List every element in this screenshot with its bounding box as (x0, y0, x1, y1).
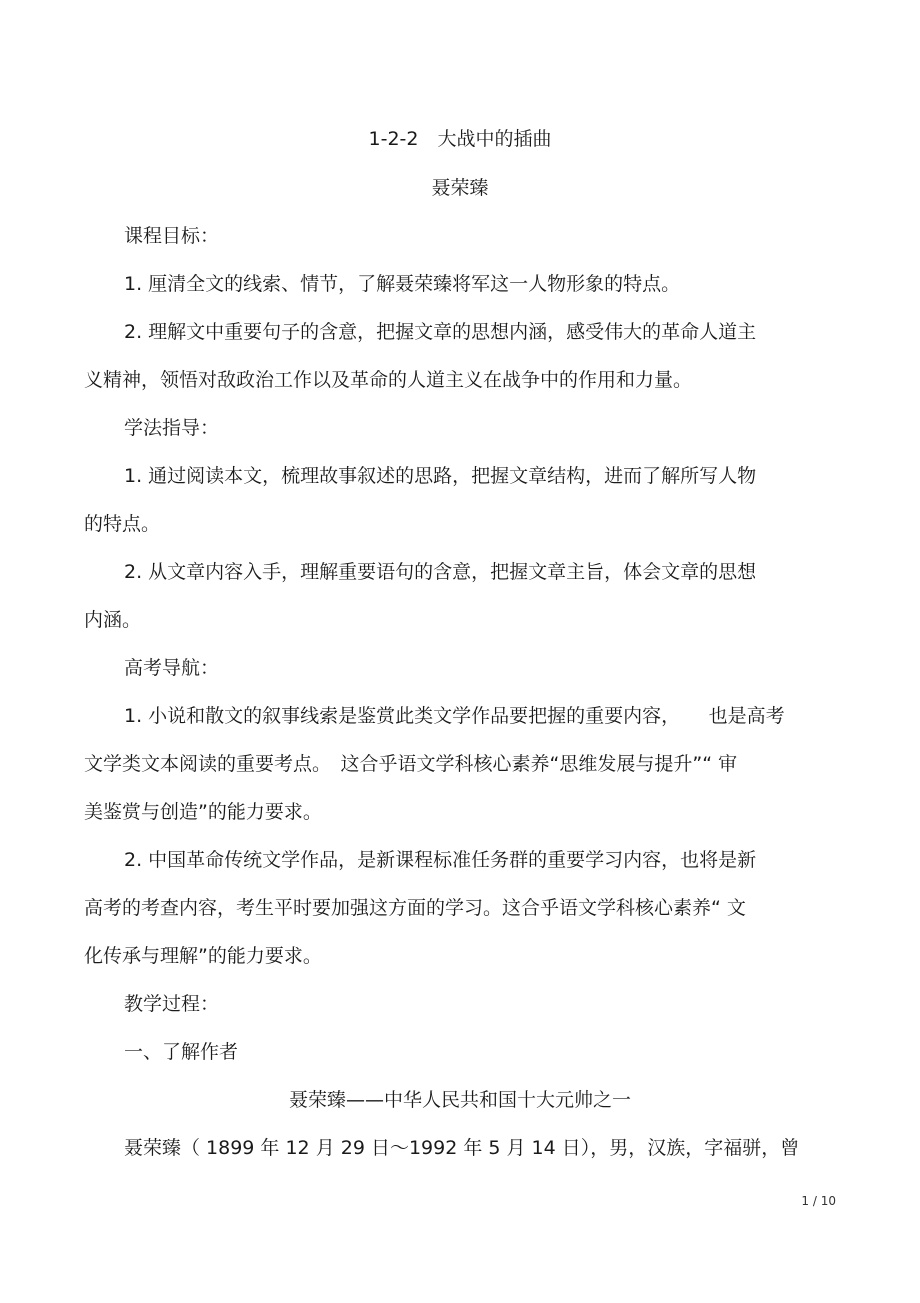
author-subtitle: 聂荣臻——中华人民共和国十大元帅之一 (288, 1089, 631, 1111)
exam-guide-item-2-line-1: 2. 中国革命传统文学作品，是新课程标准任务群的重要学习内容，也将是新 (124, 849, 757, 871)
document-title: 1-2-2 大战中的插曲 (368, 128, 552, 150)
bio-line-1: 聂荣臻（ 1899 年 12 月 29 日～1992 年 5 月 14 日），男，汉族，字福骈，曾 (124, 1137, 800, 1159)
section-1-heading: 一、了解作者 (124, 1041, 239, 1063)
study-guide-heading: 学法指导： (124, 417, 220, 439)
exam-guide-item-2-line-3: 化传承与理解”的能力要求。 (84, 945, 322, 967)
study-guide-item-1-line-1: 1. 通过阅读本文，梳理故事叙述的思路，把握文章结构，进而了解所写人物 (124, 465, 757, 487)
page-number: 1 / 10 (801, 1194, 836, 1208)
study-guide-item-1-line-2: 的特点。 (84, 513, 161, 535)
course-goal-item-1: 1. 厘清全文的线索、情节，了解聂荣臻将军这一人物形象的特点。 (124, 273, 681, 295)
exam-guide-heading: 高考导航： (124, 657, 220, 679)
study-guide-item-2-line-1: 2. 从文章内容入手，理解重要语句的含意，把握文章主旨，体会文章的思想 (124, 561, 757, 583)
course-goal-item-2-line-2: 义精神，领悟对敌政治工作以及革命的人道主义在战争中的作用和力量。 (84, 369, 693, 391)
exam-guide-item-1-line-1: 1. 小说和散文的叙事线索是鉴赏此类文学作品要把握的重要内容， 也是高考 (124, 705, 785, 727)
course-goal-item-2-line-1: 2. 理解文中重要句子的含意，把握文章的思想内涵，感受伟大的革命人道主 (124, 321, 757, 343)
teaching-process-heading: 教学过程： (124, 993, 220, 1015)
course-goals-heading: 课程目标： (124, 225, 220, 247)
exam-guide-item-1-line-3: 美鉴赏与创造”的能力要求。 (84, 801, 322, 823)
exam-guide-item-2-line-2: 高考的考查内容，考生平时要加强这方面的学习。这合乎语文学科核心素养“ 文 (84, 897, 746, 919)
document-author: 聂荣臻 (431, 177, 489, 199)
study-guide-item-2-line-2: 内涵。 (84, 609, 142, 631)
exam-guide-item-1-line-2: 文学类文本阅读的重要考点。 这合乎语文学科核心素养“思维发展与提升”“ 审 (84, 753, 738, 775)
